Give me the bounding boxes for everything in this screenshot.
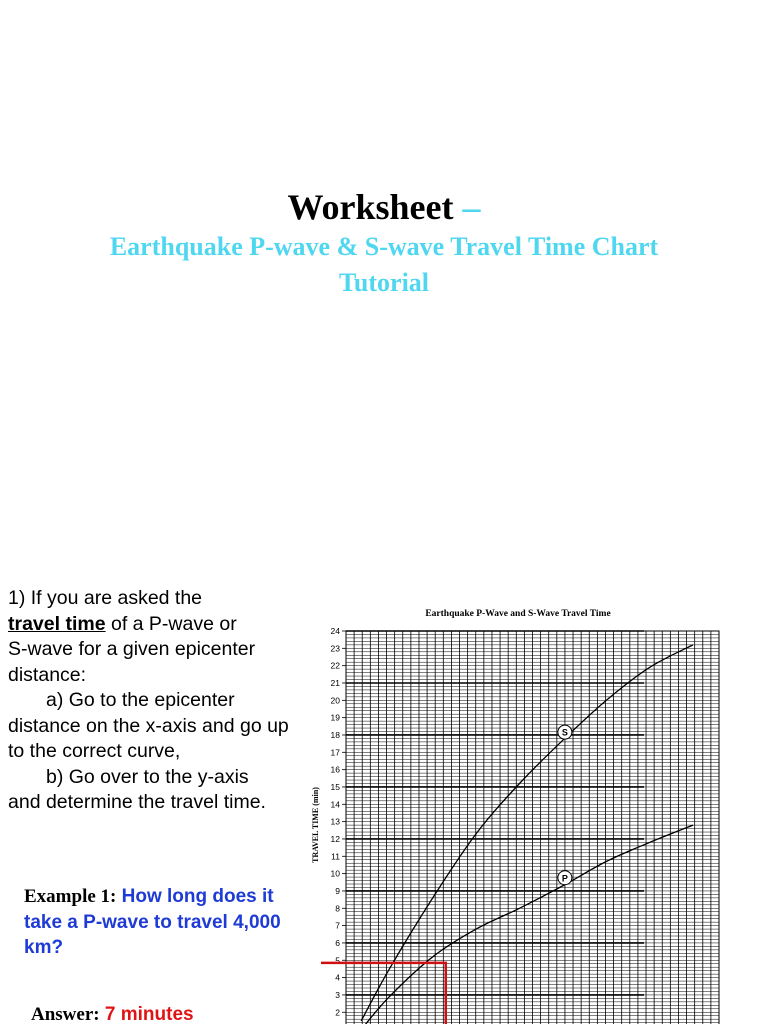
example-question: How long does it take a P-wave to travel 4,000 km?: [24, 886, 281, 958]
instruction-line: S-wave for a given epicenter distance:: [8, 638, 256, 686]
y-tick-label: 19: [330, 712, 340, 723]
y-tick-label: 18: [330, 729, 340, 740]
y-tick-label: 12: [330, 833, 340, 844]
instruction-line: [8, 586, 293, 612]
y-axis-label: TRAVEL TIME (min): [311, 787, 320, 863]
example-1: [24, 884, 294, 961]
example-colon: :: [110, 886, 117, 907]
step-b-text: and determine the travel time.: [8, 791, 266, 813]
answer-colon: :: [93, 1004, 100, 1025]
chart-title: Earthquake P-Wave and S-Wave Travel Time: [425, 609, 611, 619]
step-a-text: distance on the x-axis and go up to the correct curve,: [8, 714, 289, 762]
instructions: [8, 586, 293, 816]
instruction-text: of a P-wave or: [105, 612, 237, 635]
subtitle-line-2: Tutorial: [338, 268, 430, 297]
answer-label: Answer: [31, 1004, 94, 1025]
marker-s-label: S: [561, 727, 568, 738]
title-dash: –: [462, 187, 481, 227]
travel-time-term: travel time: [8, 612, 106, 635]
step-b-label: b) Go over to the y-axis: [46, 765, 249, 788]
subtitle-line-1: Earthquake P-wave & S-wave Travel Time Chart: [109, 232, 659, 261]
y-tick-label: 21: [330, 677, 340, 688]
header: [0, 185, 768, 301]
y-tick-label: 3: [335, 989, 340, 1000]
y-tick-label: 8: [335, 903, 340, 914]
y-tick-labels: [331, 626, 346, 1024]
y-tick-label: 7: [335, 920, 340, 931]
y-tick-label: 15: [330, 781, 340, 792]
y-tick-label: 22: [330, 660, 340, 671]
example-label: Example 1: [24, 886, 111, 907]
y-tick-label: 4: [335, 972, 340, 983]
y-tick-label: 6: [335, 937, 340, 948]
y-tick-label: 5: [335, 955, 340, 966]
y-tick-label: 24: [330, 626, 340, 636]
y-tick-label: 10: [330, 868, 340, 879]
y-tick-label: 13: [330, 816, 340, 827]
y-tick-label: 14: [330, 799, 340, 810]
y-tick-label: 11: [331, 851, 340, 862]
y-tick-label: 9: [335, 885, 340, 896]
y-tick-label: 23: [330, 643, 340, 654]
chart-grid: [346, 631, 719, 1024]
y-tick-label: 20: [330, 695, 340, 706]
answer-value: 7 minutes: [104, 1004, 194, 1025]
title-text: Worksheet: [287, 187, 454, 227]
answer: [31, 1002, 194, 1028]
page-title: [0, 185, 768, 229]
y-tick-label: 17: [330, 747, 340, 758]
y-tick-label: 16: [330, 764, 340, 775]
y-tick-label: 2: [335, 1007, 340, 1018]
marker-p-label: P: [561, 873, 568, 884]
instruction-line: [8, 612, 293, 638]
step-a-label: a) Go to the epicenter: [46, 689, 235, 711]
instruction-intro: 1) If you are asked the: [8, 587, 203, 609]
travel-time-chart: [300, 600, 768, 1024]
